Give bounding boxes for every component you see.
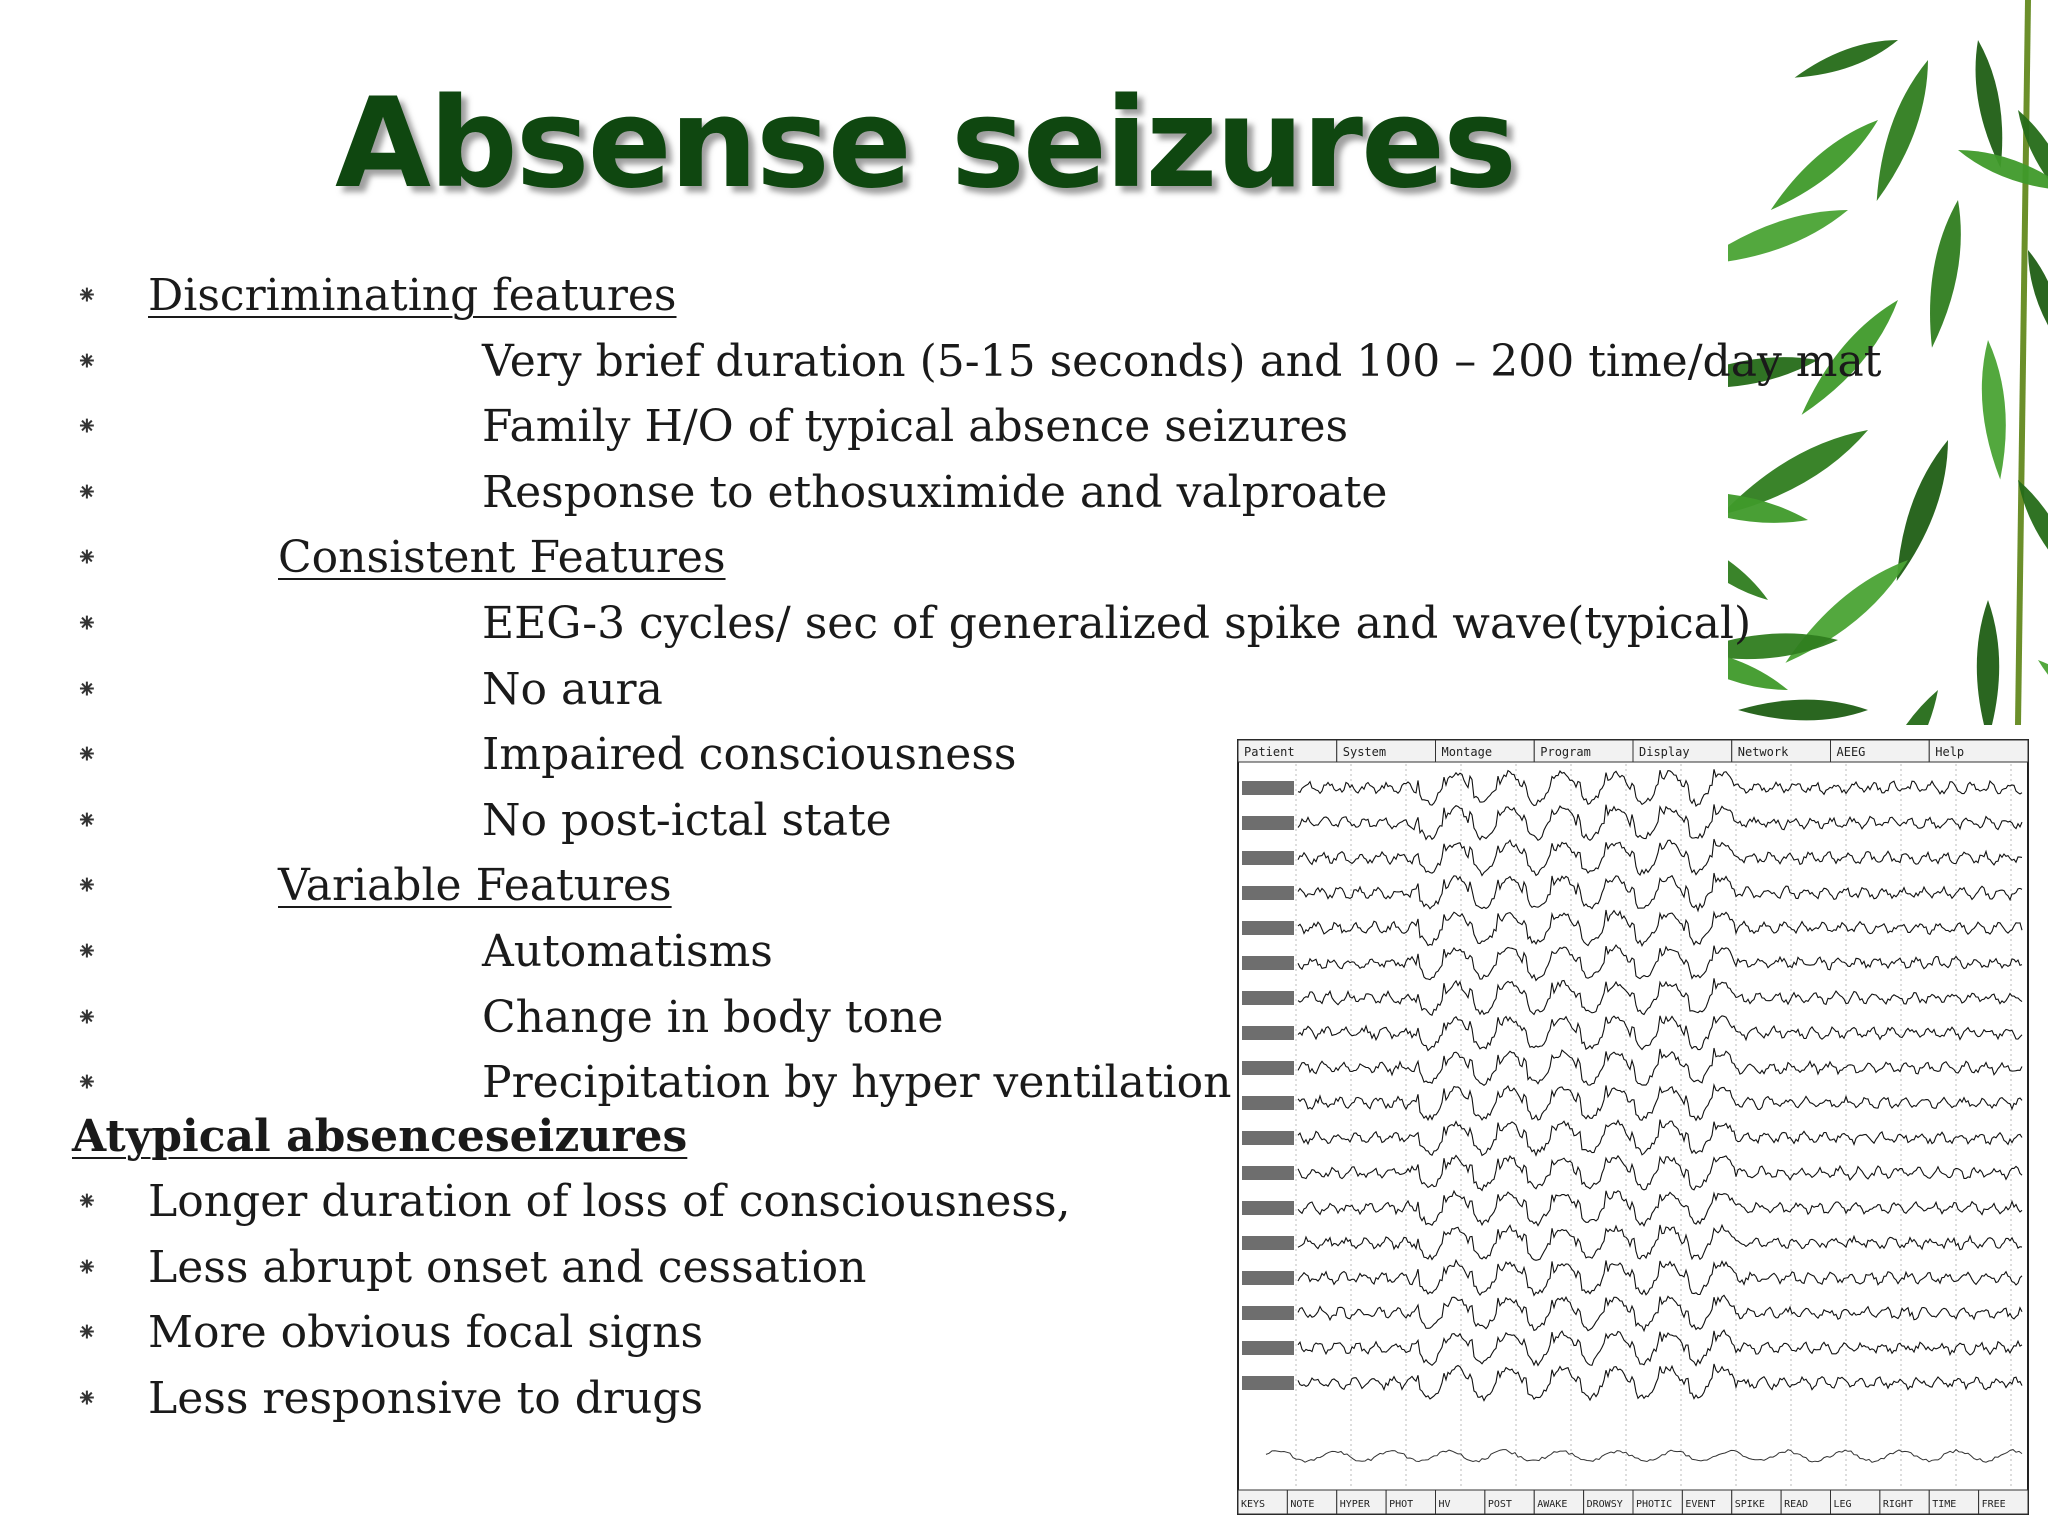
- section-heading: Variable Features: [278, 860, 672, 911]
- eeg-footer-label: SPIKE: [1734, 1499, 1765, 1510]
- eeg-footer-label: HV: [1438, 1499, 1451, 1510]
- eeg-footer-label: PHOT: [1389, 1499, 1414, 1510]
- eeg-footer-label: RIGHT: [1882, 1499, 1913, 1510]
- eeg-menu-label: System: [1342, 745, 1387, 759]
- eeg-footer-label: POST: [1487, 1499, 1512, 1510]
- atypical-list-item: More obvious focal signs: [148, 1307, 704, 1358]
- atypical-heading: Atypical absenceseizures: [72, 1111, 688, 1162]
- list-item: Automatisms: [482, 926, 773, 977]
- eeg-menu-label: Program: [1540, 745, 1591, 759]
- asterisk-bullet-icon: ⁕: [76, 1384, 98, 1414]
- section-heading: Consistent Features: [278, 532, 726, 583]
- asterisk-bullet-icon: ⁕: [76, 543, 98, 573]
- eeg-recording-image: [1236, 738, 2030, 1516]
- asterisk-bullet-icon: ⁕: [76, 609, 98, 639]
- list-item: Precipitation by hyper ventilation: [482, 1057, 1232, 1108]
- atypical-list-item: Less abrupt onset and cessation: [148, 1242, 867, 1293]
- section-heading: Discriminating features: [148, 270, 677, 321]
- eeg-footer-label: PHOTIC: [1636, 1499, 1673, 1510]
- asterisk-bullet-icon: ⁕: [76, 1068, 98, 1098]
- asterisk-bullet-icon: ⁕: [76, 281, 98, 311]
- list-item: No post-ictal state: [482, 795, 892, 846]
- list-item: EEG-3 cycles/ sec of generalized spike and wave(typical): [482, 598, 1752, 649]
- eeg-menu-label: AEEG: [1836, 745, 1866, 759]
- asterisk-bullet-icon: ⁕: [76, 1187, 98, 1217]
- eeg-footer-label: NOTE: [1290, 1499, 1315, 1510]
- asterisk-bullet-icon: ⁕: [76, 1253, 98, 1283]
- eeg-footer-label: HYPER: [1339, 1499, 1370, 1510]
- eeg-menu-label: Help: [1935, 745, 1965, 759]
- eeg-footer-label: EVENT: [1685, 1499, 1716, 1510]
- eeg-menu-label: Montage: [1441, 745, 1493, 759]
- atypical-list-item: Less responsive to drugs: [148, 1373, 704, 1424]
- slide-title: Absense seizures: [335, 72, 1515, 216]
- asterisk-bullet-icon: ⁕: [76, 347, 98, 377]
- atypical-list-item: Longer duration of loss of consciousness,: [148, 1176, 1071, 1227]
- eeg-footer-label: READ: [1784, 1499, 1809, 1510]
- eeg-menu-label: Network: [1737, 745, 1789, 759]
- asterisk-bullet-icon: ⁕: [76, 1318, 98, 1348]
- eeg-footer-label: TIME: [1932, 1499, 1957, 1510]
- eeg-footer-label: FREE: [1981, 1499, 2006, 1510]
- eeg-footer-label: LEG: [1833, 1499, 1852, 1510]
- list-item: Impaired consciousness: [482, 729, 1017, 780]
- list-item: Change in body tone: [482, 992, 944, 1043]
- list-item: Response to ethosuximide and valproate: [482, 467, 1388, 518]
- asterisk-bullet-icon: ⁕: [76, 412, 98, 442]
- list-item: No aura: [482, 664, 663, 715]
- eeg-menu-label: Patient: [1244, 745, 1295, 759]
- asterisk-bullet-icon: ⁕: [76, 675, 98, 705]
- asterisk-bullet-icon: ⁕: [76, 1003, 98, 1033]
- eeg-footer-label: DROWSY: [1586, 1499, 1623, 1510]
- list-item: Family H/O of typical absence seizures: [482, 401, 1349, 452]
- asterisk-bullet-icon: ⁕: [76, 478, 98, 508]
- asterisk-bullet-icon: ⁕: [76, 740, 98, 770]
- eeg-footer-label: KEYS: [1241, 1499, 1266, 1510]
- asterisk-bullet-icon: ⁕: [76, 806, 98, 836]
- eeg-menu-label: Display: [1639, 745, 1690, 759]
- eeg-footer-label: AWAKE: [1537, 1499, 1568, 1510]
- list-item: Very brief duration (5-15 seconds) and 100 – 200 time/day mat: [482, 336, 1882, 387]
- asterisk-bullet-icon: ⁕: [76, 871, 98, 901]
- asterisk-bullet-icon: ⁕: [76, 937, 98, 967]
